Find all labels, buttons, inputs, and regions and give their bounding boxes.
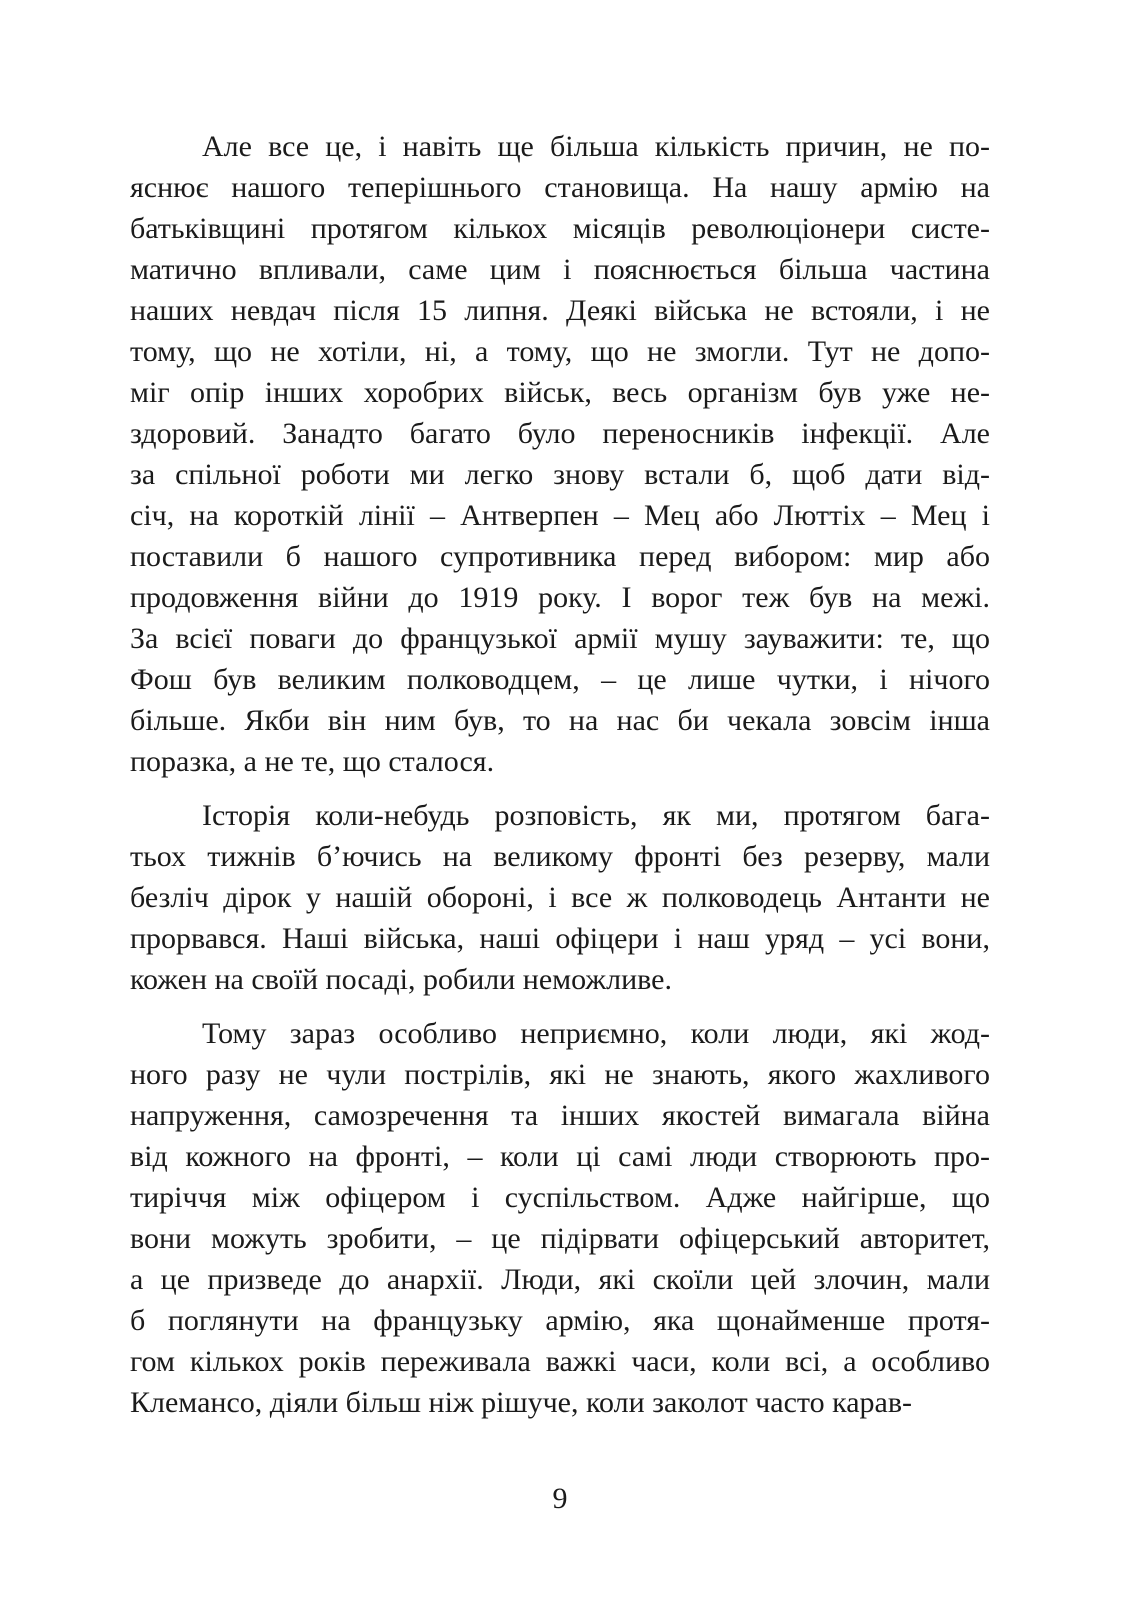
text-line: здоровий. Занадто багато було переносників інфекції. Але: [130, 417, 990, 450]
text-line: батьківщині протягом кількох місяців революціонери систе-: [130, 212, 990, 245]
text-line: продовження війни до 1919 року. І ворог теж був на межі.: [130, 581, 990, 614]
text-line: б поглянути на французьку армію, яка щонайменше протя-: [130, 1304, 990, 1337]
text-line: Але все це, і навіть ще більша кількість причин, не по-: [202, 130, 990, 163]
text-line: ного разу не чули пострілів, які не знають, якого жахливого: [130, 1058, 990, 1091]
text-line: яснює нашого теперішнього становища. На нашу армію на: [130, 171, 990, 204]
text-line: за спільної роботи ми легко знову встали б, щоб дати від-: [130, 458, 990, 491]
text-line: поставили б нашого супротивника перед вибором: мир або: [130, 540, 990, 573]
text-line: тиріччя між офіцером і суспільством. Адже найгірше, що: [130, 1181, 990, 1214]
text-line: від кожного на фронті, – коли ці самі люди створюють про-: [130, 1140, 990, 1173]
text-line: матично впливали, саме цим і пояснюється більша частина: [130, 253, 990, 286]
text-line: Клемансо, діяли більш ніж рішуче, коли заколот часто карав-: [130, 1386, 913, 1419]
paragraph: [130, 1013, 990, 1423]
text-line: напруження, самозречення та інших якостей вимагала війна: [130, 1099, 990, 1132]
text-line: кожен на своїй посаді, робили неможливе.: [130, 963, 672, 996]
text-line: а це призведе до анархії. Люди, які скоїли цей злочин, мали: [130, 1263, 990, 1296]
text-line: гом кількох років переживала важкі часи, коли всі, а особливо: [130, 1345, 990, 1378]
page-footer: [130, 1482, 990, 1516]
text-line: безліч дірок у нашій обороні, і все ж полководець Антанти не: [130, 881, 990, 914]
text-line: прорвався. Наші війська, наші офіцери і наш уряд – усі вони,: [130, 922, 990, 955]
text-line: вони можуть зробити, – це підірвати офіцерський авторитет,: [130, 1222, 990, 1255]
text-line: більше. Якби він ним був, то на нас би чекала зовсім інша: [130, 704, 990, 737]
text-line: Історія коли-небудь розповість, як ми, протягом бага-: [202, 799, 990, 832]
text-line: Фош був великим полководцем, – це лише чутки, і нічого: [130, 663, 990, 696]
text-line: За всієї поваги до французької армії мушу зауважити: те, що: [130, 622, 990, 655]
text-line: тому, що не хотіли, ні, а тому, що не змогли. Тут не допо-: [130, 335, 990, 368]
text-line: січ, на короткій лінії – Антверпен – Мец або Люттіх – Мец і: [130, 499, 990, 532]
text-line: наших невдач після 15 липня. Деякі війська не встояли, і не: [130, 294, 990, 327]
text-line: поразка, а не те, що сталося.: [130, 745, 495, 778]
text-line: тьох тижнів б’ючись на великому фронті без резерву, мали: [130, 840, 990, 873]
paragraph: [130, 126, 990, 782]
text-line: Тому зараз особливо неприємно, коли люди, які жод-: [202, 1017, 990, 1050]
paragraph: [130, 795, 990, 1000]
text-line: міг опір інших хоробрих військ, весь організм був уже не-: [130, 376, 990, 409]
page-number: 9: [552, 1482, 568, 1515]
text-block: [130, 126, 990, 1436]
